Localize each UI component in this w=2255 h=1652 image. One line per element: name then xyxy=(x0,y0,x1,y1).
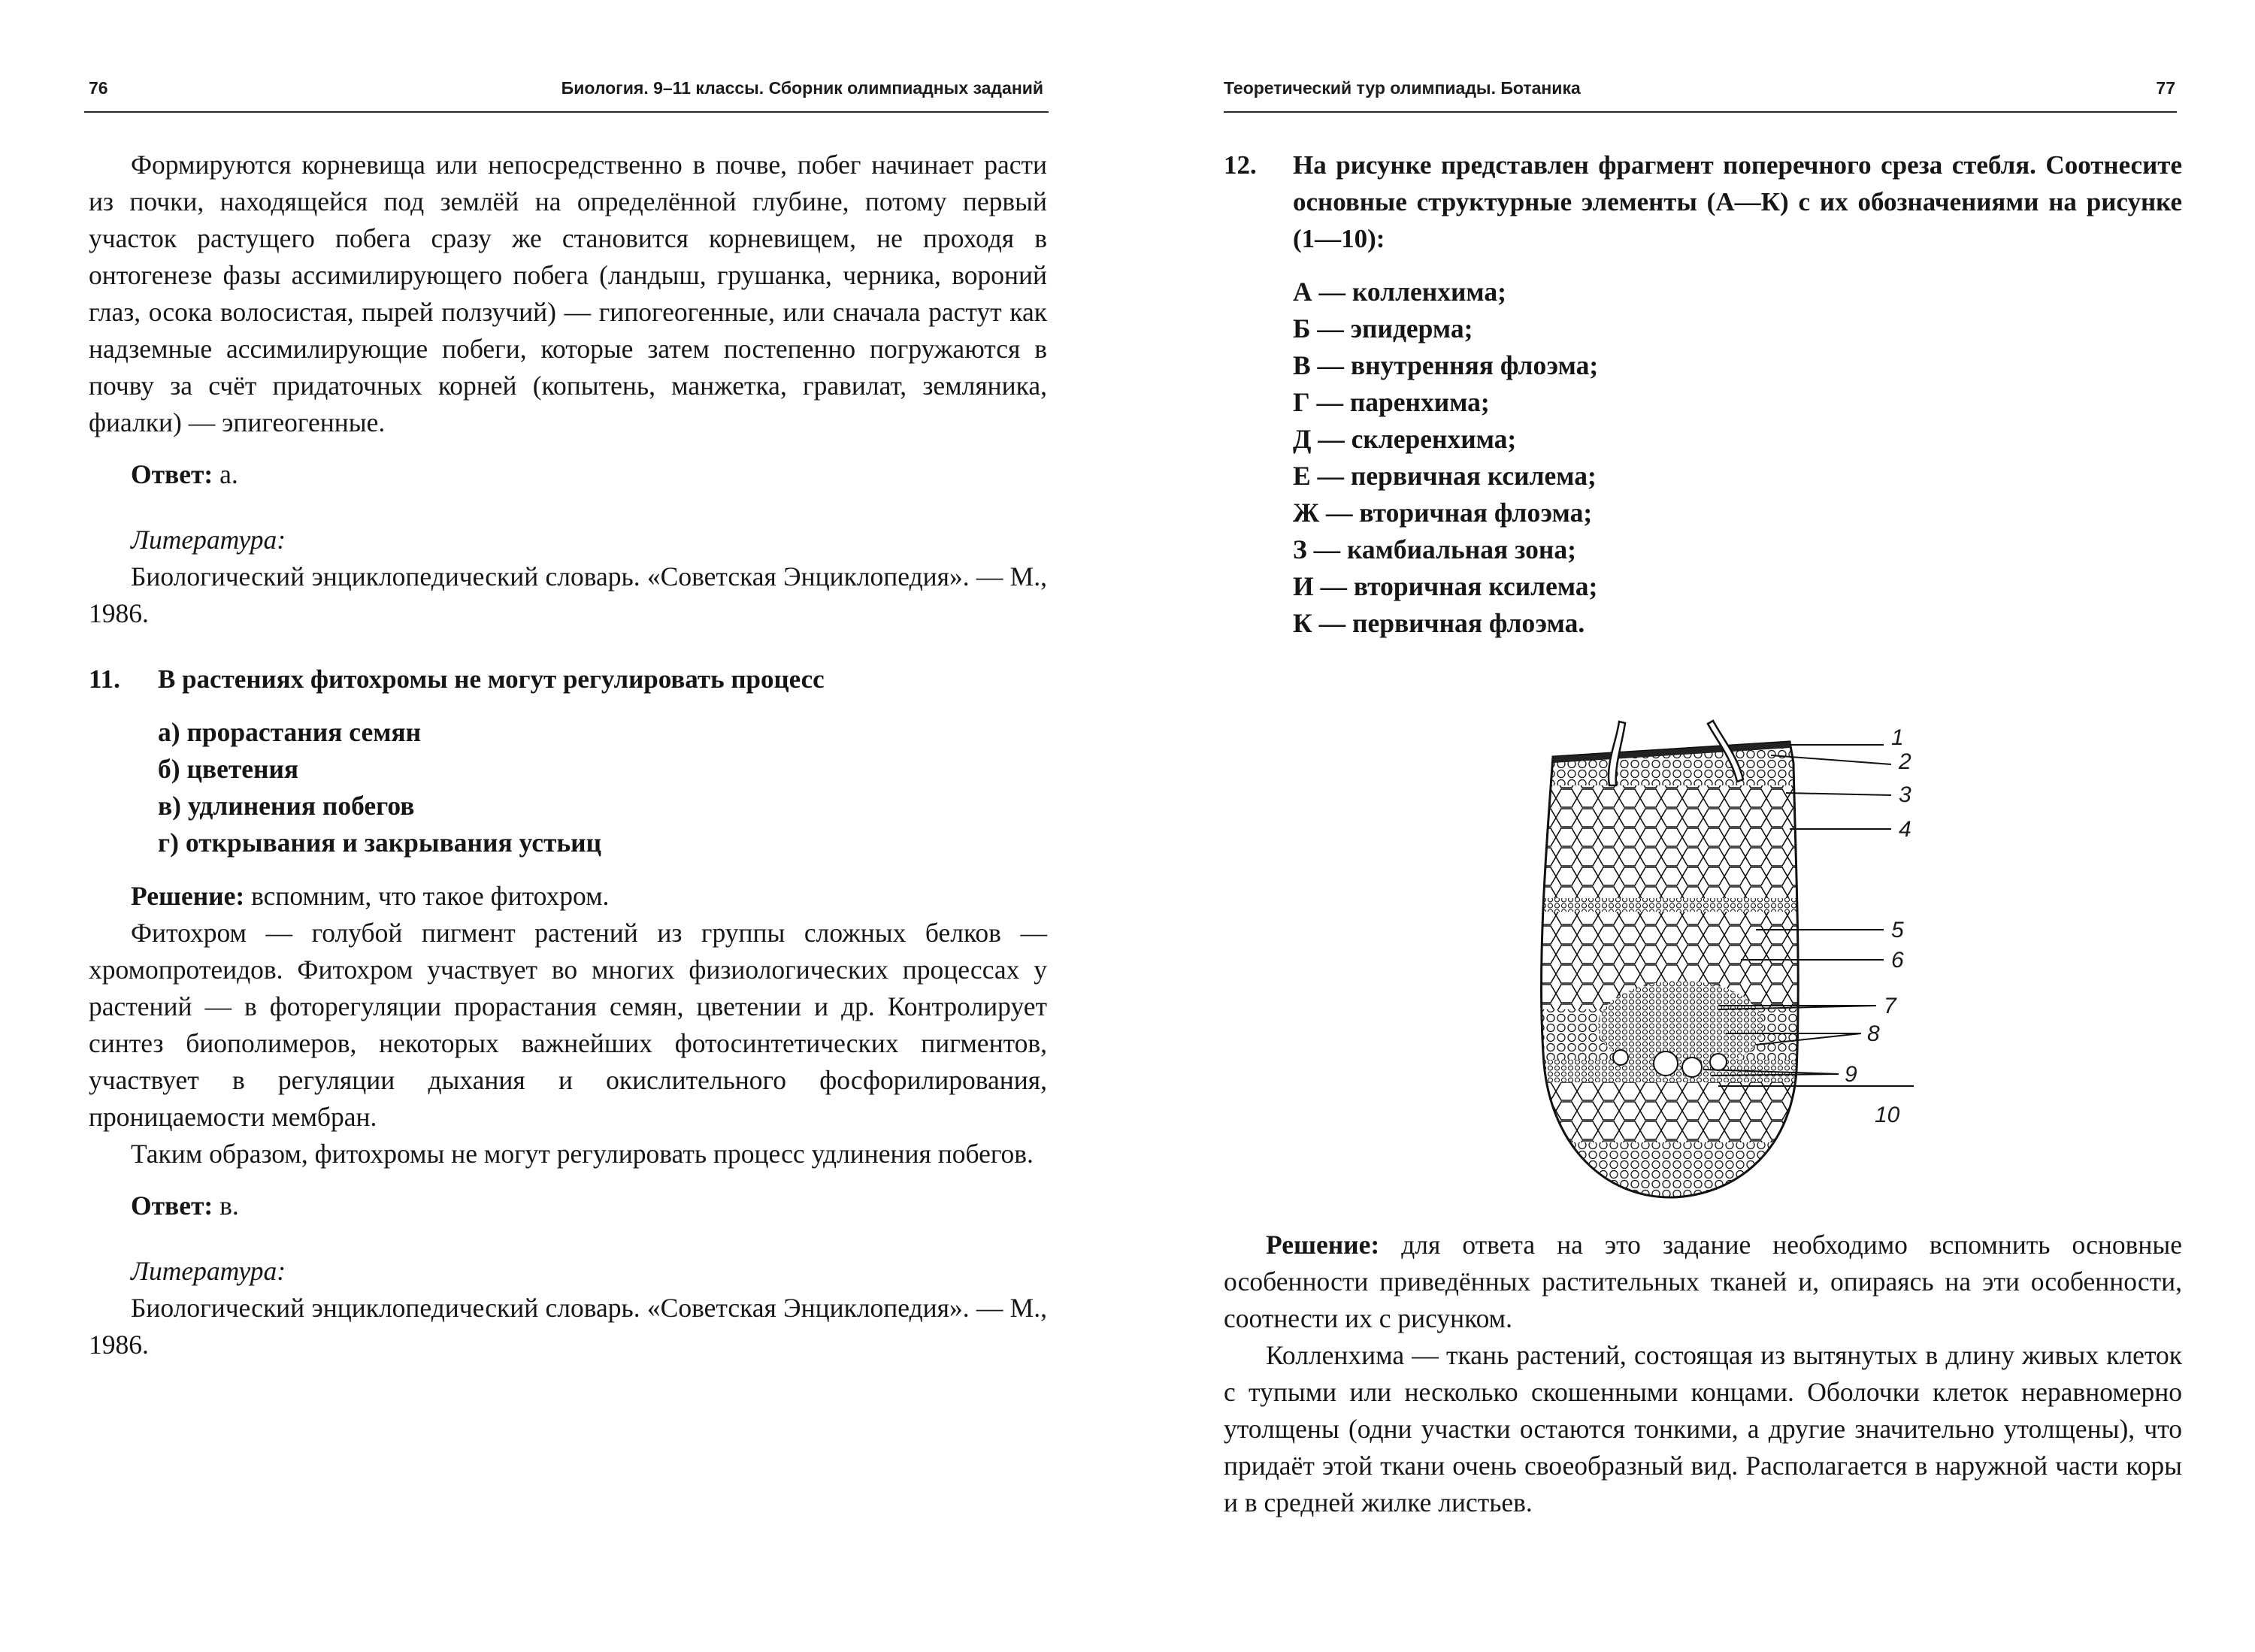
literature-2-text: Биологический энциклопедический словарь. «Советская Энциклопедия». — М., 1986. xyxy=(89,1293,1047,1360)
item-a: А — колленхима; xyxy=(1293,277,1506,307)
answer-1-value: а. xyxy=(219,459,238,489)
item-b: Б — эпидерма; xyxy=(1293,313,1473,343)
label-10: 10 xyxy=(1875,1103,1900,1127)
label-7: 7 xyxy=(1884,994,1896,1018)
label-9: 9 xyxy=(1845,1062,1857,1087)
item-i: И — вторичная ксилема; xyxy=(1293,571,1598,601)
option-a: а) прорастания семян xyxy=(158,717,422,747)
answer-11 xyxy=(89,1188,1047,1224)
figure-labels xyxy=(1845,725,1911,1127)
solution-12-lead xyxy=(1224,1227,2182,1337)
solution-11-paragraph-1: Фитохром — голубой пигмент растений из группы сложных белков — хромопротеидов. Фитохром участвует во многих физиологических процессах у растений — в фоторегуляции прорастания семян, цветении и др. Контролирует синтез биополимеров, некоторых важнейших фотосинтетических пигментов, участвует в регуляции дыхания и окислительного фосфорилирования, проницаемости мембран. xyxy=(89,918,1047,1132)
header-rule-right xyxy=(1224,111,2177,113)
answer-1-label: Ответ: xyxy=(131,459,213,489)
item-g: Г — паренхима; xyxy=(1293,387,1490,417)
page-number-left: 76 xyxy=(89,78,108,98)
answer-11-label: Ответ: xyxy=(131,1191,213,1221)
question-12-text: На рисунке представлен фрагмент поперечного среза стебля. Соотнесите основные структурные элементы (А—К) с их обозначениями на рисунке (1—10): xyxy=(1293,150,2182,253)
label-3: 3 xyxy=(1899,782,1911,807)
answer-1 xyxy=(89,456,1047,493)
literature-1-text: Биологический энциклопедический словарь. «Советская Энциклопедия». — М., 1986. xyxy=(89,561,1047,628)
question-11-options xyxy=(89,714,1047,861)
question-12-number: 12. xyxy=(1224,150,1257,180)
item-e: Е — первичная ксилема; xyxy=(1293,461,1597,491)
literature-2-label: Литература: xyxy=(131,1256,286,1286)
page-number-right: 77 xyxy=(2156,78,2175,98)
label-2: 2 xyxy=(1899,749,1911,774)
item-d: Д — склеренхима; xyxy=(1293,424,1517,454)
question-12 xyxy=(1224,147,2182,257)
right-page xyxy=(1128,0,2255,1652)
option-b: б) цветения xyxy=(158,754,299,784)
label-8: 8 xyxy=(1867,1021,1880,1046)
left-page-content xyxy=(89,147,1047,1363)
label-6: 6 xyxy=(1891,948,1904,973)
item-k: К — первичная флоэма. xyxy=(1293,608,1585,638)
option-d: г) открывания и закрывания устьиц xyxy=(158,828,602,858)
item-z: З — камбиальная зона; xyxy=(1293,534,1576,564)
vessel xyxy=(1613,1050,1628,1065)
solution-12-lead-text: для ответа на это задание необходимо вспомнить основные особенности приведённых растительных тканей и, опираясь на эти особенности, соотнести их с рисунком. xyxy=(1224,1230,2182,1333)
solution-11-lead-text: вспомним, что такое фитохром. xyxy=(251,881,610,911)
option-c: в) удлинения побегов xyxy=(158,791,415,821)
question-12-items xyxy=(1224,274,2182,642)
running-title-right: Теоретический тур олимпиады. Ботаника xyxy=(1224,78,1581,98)
question-11 xyxy=(89,661,1047,697)
vessel xyxy=(1682,1057,1702,1077)
label-1: 1 xyxy=(1891,725,1904,750)
solution-12-label: Решение: xyxy=(1266,1230,1380,1260)
question-11-text: В растениях фитохромы не могут регулировать процесс xyxy=(158,664,825,694)
solution-11-label: Решение: xyxy=(131,881,245,911)
literature-1-label: Литература: xyxy=(131,525,286,555)
label-4: 4 xyxy=(1899,817,1911,842)
answer-11-value: в. xyxy=(219,1191,239,1221)
intro-paragraph: Формируются корневища или непосредственно в почве, побег начинает расти из почки, находящейся под землёй на определённой глубине, потому первый участок растущего побега сразу же становится корневищем, не проходя в онтогенезе фазы ассимилирующего побега (ландыш, грушанка, черника, вороний глаз, осока волосистая, пырей ползучий) — гипогеогенные, или сначала растут как надземные ассимилирующие побеги, которые затем постепенно погружаются в почву за счёт придаточных корней (копытень, манжетка, гравилат, земляника, фиалки) — эпигеогенные. xyxy=(89,150,1047,437)
label-5: 5 xyxy=(1891,918,1904,942)
solution-12 xyxy=(1224,1227,2182,1521)
solution-11-lead xyxy=(89,878,1047,915)
vessel xyxy=(1654,1051,1678,1076)
item-zh: Ж — вторичная флоэма; xyxy=(1293,498,1593,528)
header-rule-left xyxy=(84,111,1049,113)
stem-cross-section-figure xyxy=(1493,710,1914,1206)
right-page-content xyxy=(1224,147,2182,642)
question-11-number: 11. xyxy=(89,664,120,694)
solution-12-paragraph-1: Колленхима — ткань растений, состоящая из вытянутых в длину живых клеток с тупыми или несколько скошенными концами. Оболочки клеток неравномерно утолщены (одни участки остаются тонкими, а другие значительно утолщены), что придаёт этой ткани очень своеобразный вид. Располагается в наружной части коры и в средней жилке листьев. xyxy=(1224,1340,2182,1517)
solution-11-paragraph-2: Таким образом, фитохромы не могут регулировать процесс удлинения побегов. xyxy=(131,1139,1034,1169)
running-title-left: Биология. 9–11 классы. Сборник олимпиадных заданий xyxy=(561,78,1043,98)
vessel xyxy=(1710,1054,1727,1070)
item-v: В — внутренняя флоэма; xyxy=(1293,350,1599,380)
